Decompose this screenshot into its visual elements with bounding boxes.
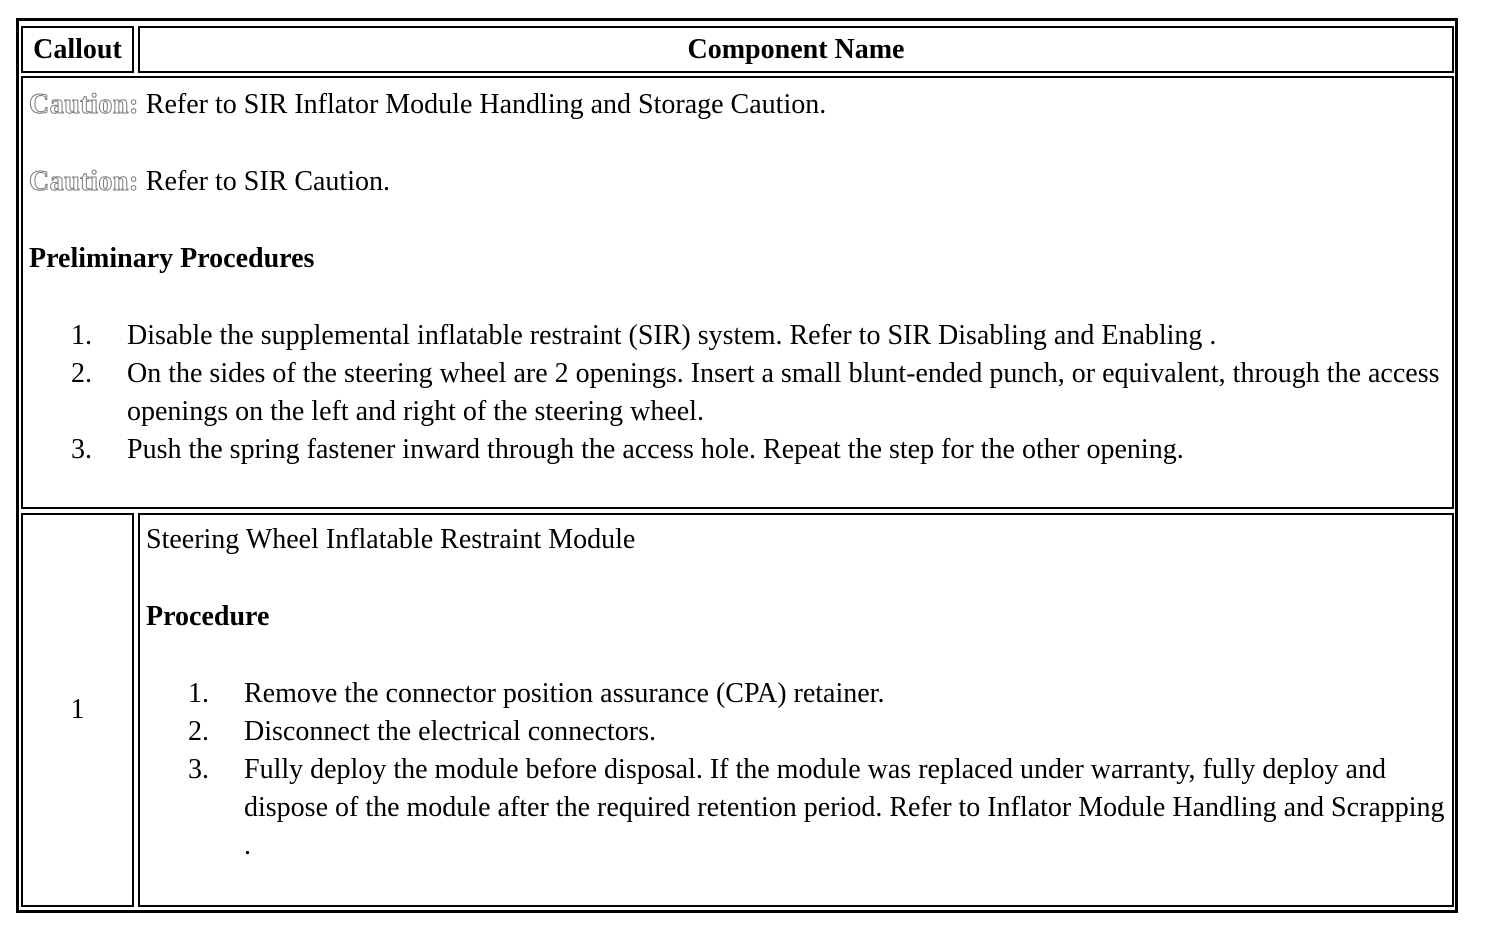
list-item xyxy=(146,713,1446,751)
step-number: 2. xyxy=(188,716,209,747)
preliminary-heading: Preliminary Procedures xyxy=(29,243,315,274)
intro-cell xyxy=(21,76,1454,509)
caution-label: Caution: xyxy=(29,166,139,197)
list-item xyxy=(29,431,1446,469)
caution-label: Caution: xyxy=(29,89,139,120)
step-text: Fully deploy the module before disposal. If the module was replaced under warranty, fully deploy and dispose of the module after the required retention period. Refer to Inflator Module Handling and Scrapping . xyxy=(244,754,1445,861)
caution-text: Refer to SIR Caution. xyxy=(138,166,390,197)
step-number: 3. xyxy=(71,434,92,465)
list-item xyxy=(29,317,1446,355)
preliminary-steps xyxy=(29,317,1446,469)
header-callout xyxy=(21,26,134,73)
caution-text: Refer to SIR Inflator Module Handling and Storage Caution. xyxy=(138,89,827,120)
caution-2 xyxy=(29,163,1446,201)
step-number: 1. xyxy=(71,320,92,351)
step-number: 1. xyxy=(188,678,209,709)
list-item xyxy=(146,751,1446,865)
step-number: 2. xyxy=(71,358,92,389)
list-item xyxy=(29,355,1446,431)
caution-1 xyxy=(29,86,1446,124)
step-text: Disconnect the electrical connectors. xyxy=(244,716,657,747)
procedure-heading: Procedure xyxy=(146,601,270,632)
component-title: Steering Wheel Inflatable Restraint Module xyxy=(146,524,636,555)
header-callout-label: Callout xyxy=(33,33,122,65)
step-number: 3. xyxy=(188,754,209,785)
header-component-name xyxy=(138,26,1454,73)
callout-number: 1 xyxy=(70,694,85,725)
header-component-label: Component Name xyxy=(687,33,905,65)
procedure-steps xyxy=(146,675,1446,865)
step-text: On the sides of the steering wheel are 2 openings. Insert a small blunt-ended punch, or equivalent, through the access openings on the left and right of the steering wheel. xyxy=(127,358,1440,427)
step-text: Push the spring fastener inward through the access hole. Repeat the step for the other opening. xyxy=(127,434,1184,465)
component-cell xyxy=(138,513,1454,907)
step-text: Remove the connector position assurance (CPA) retainer. xyxy=(244,678,885,709)
list-item xyxy=(146,675,1446,713)
callout-number-cell xyxy=(21,513,134,907)
step-text: Disable the supplemental inflatable restraint (SIR) system. Refer to SIR Disabling and Enabling . xyxy=(127,320,1217,351)
